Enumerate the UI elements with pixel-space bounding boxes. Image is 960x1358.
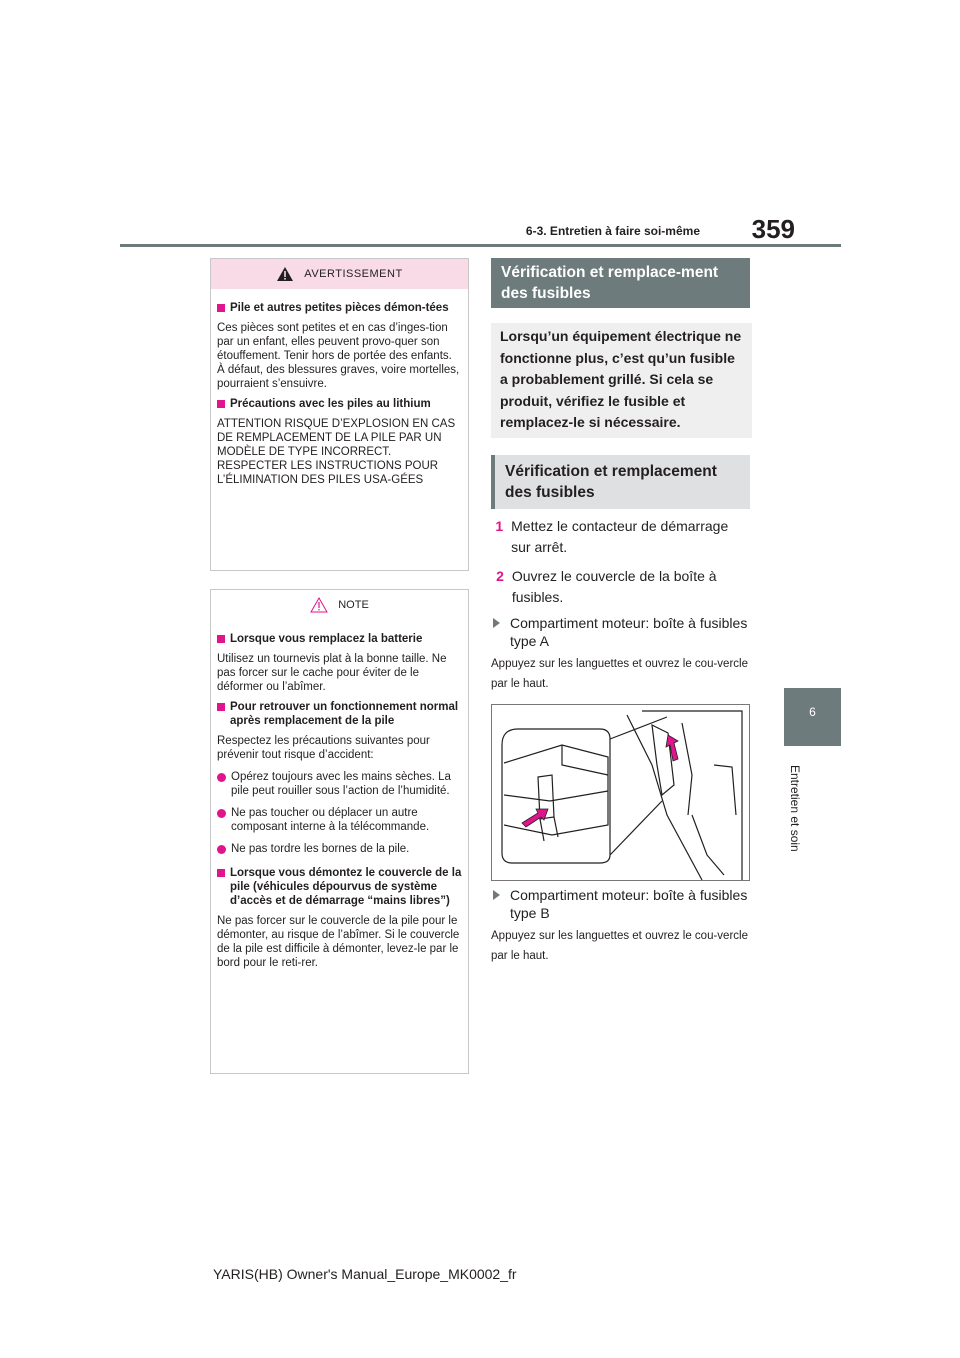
note-sub-text: Ne pas tordre les bornes de la pile. — [231, 843, 410, 855]
warning-item — [217, 397, 462, 411]
warning-item-text: ATTENTION RISQUE D’EXPLOSION EN CAS DE REMPLACEMENT DE LA PILE PAR UN MODÈLE DE TYPE INCORRECT. RESPECTER LES INSTRUCTIONS POUR L’ÉLIMINATION DES PILES USA-GÉES — [217, 418, 456, 486]
main-heading: Vérification et remplace-ment des fusibles — [491, 258, 750, 308]
header-rule — [120, 244, 841, 247]
step-number: 1 — [495, 518, 504, 534]
chapter-tab: 6 — [784, 688, 841, 746]
step-text: Mettez le contacteur de démarrage sur arrêt. — [511, 518, 729, 555]
square-bullet-icon — [217, 869, 225, 877]
square-bullet-icon — [217, 304, 225, 312]
note-sub-item — [217, 770, 462, 798]
section-title: 6-3. Entretien à faire soi-même — [525, 224, 700, 238]
warning-title: AVERTISSEMENT — [304, 268, 403, 280]
note-item — [217, 700, 462, 728]
warning-header — [211, 259, 468, 289]
triangle-bullet-icon — [493, 890, 500, 900]
note-item-title: Lorsque vous remplacez la batterie — [230, 633, 423, 645]
note-item — [217, 866, 462, 908]
footer-manual-id: YARIS(HB) Owner's Manual_Europe_MK0002_fr — [213, 1266, 517, 1282]
circle-bullet-icon — [217, 845, 226, 854]
step-number: 2 — [496, 568, 504, 584]
note-item-text: Respectez les précautions suivantes pour prévenir tout risque d’accident: — [217, 735, 430, 761]
fuse-box-illustration — [491, 704, 750, 881]
note-sub-text: Opérez toujours avec les mains sèches. La pile peut rouiller sous l’action de l’humidité. — [231, 771, 451, 797]
note-sub-item — [217, 842, 462, 856]
note-item-text: Utilisez un tournevis plat à la bonne taille. Ne pas forcer sur le cache pour éviter de le déformer ou l’abîmer. — [217, 653, 447, 693]
option-a-description: Appuyez sur les languettes et ouvrez le cou-vercle par le haut. — [491, 658, 748, 690]
page-number: 359 — [751, 214, 795, 244]
circle-bullet-icon — [217, 809, 226, 818]
note-item-text: Ne pas forcer sur le couvercle de la pile pour le démonter, au risque de l’abîmer. Si le couvercle de la pile est difficile à démonter, levez-le par le bord pour le reti-rer. — [217, 915, 460, 969]
note-sub-item — [217, 806, 462, 834]
option-type-a — [491, 614, 751, 650]
option-type-b — [491, 886, 751, 922]
triangle-bullet-icon — [493, 618, 500, 628]
warning-triangle-icon — [276, 266, 294, 282]
step-1 — [491, 516, 751, 558]
note-header — [211, 590, 468, 620]
note-item-title: Lorsque vous démontez le couvercle de la pile (véhicules dépourvus de système d’accès et de démarrage “mains libres”) — [230, 867, 462, 907]
option-text: Compartiment moteur: boîte à fusibles type A — [510, 615, 748, 649]
step-text: Ouvrez le couvercle de la boîte à fusibles. — [511, 568, 717, 605]
square-bullet-icon — [217, 400, 225, 408]
caution-triangle-icon — [310, 597, 328, 613]
chapter-label: Entretien et soin — [788, 765, 802, 852]
warning-item-title: Précautions avec les piles au lithium — [230, 398, 431, 410]
warning-item — [217, 301, 462, 315]
circle-bullet-icon — [217, 773, 226, 782]
note-box — [210, 589, 469, 1074]
sub-heading: Vérification et remplacement des fusibles — [491, 455, 750, 509]
option-text: Compartiment moteur: boîte à fusibles type B — [510, 887, 748, 921]
warning-item-title: Pile et autres petites pièces démon-tées — [230, 302, 449, 314]
note-sub-text: Ne pas toucher ou déplacer un autre composant interne à la télécommande. — [231, 807, 430, 833]
warning-box — [210, 258, 469, 571]
note-item-title: Pour retrouver un fonctionnement normal après remplacement de la pile — [230, 701, 459, 727]
square-bullet-icon — [217, 635, 225, 643]
option-b-description: Appuyez sur les languettes et ouvrez le cou-vercle par le haut. — [491, 930, 748, 962]
note-item — [217, 632, 462, 646]
note-title: NOTE — [338, 599, 369, 611]
square-bullet-icon — [217, 703, 225, 711]
fuse-box-drawing — [492, 705, 749, 880]
intro-text: Lorsqu’un équipement électrique ne fonctionne plus, c’est qu’un fusible a probablement grillé. Si cela se produit, vérifiez le fusible et remplacez-le si nécessaire. — [491, 323, 752, 438]
step-2 — [491, 566, 751, 608]
warning-item-text: Ces pièces sont petites et en cas d’inges-tion par un enfant, elles peuvent provo-quer son étouffement. Tenir hors de portée des enfants. À défaut, des blessures graves, voire mortelles, pourraient s’ensuivre. — [217, 322, 460, 390]
